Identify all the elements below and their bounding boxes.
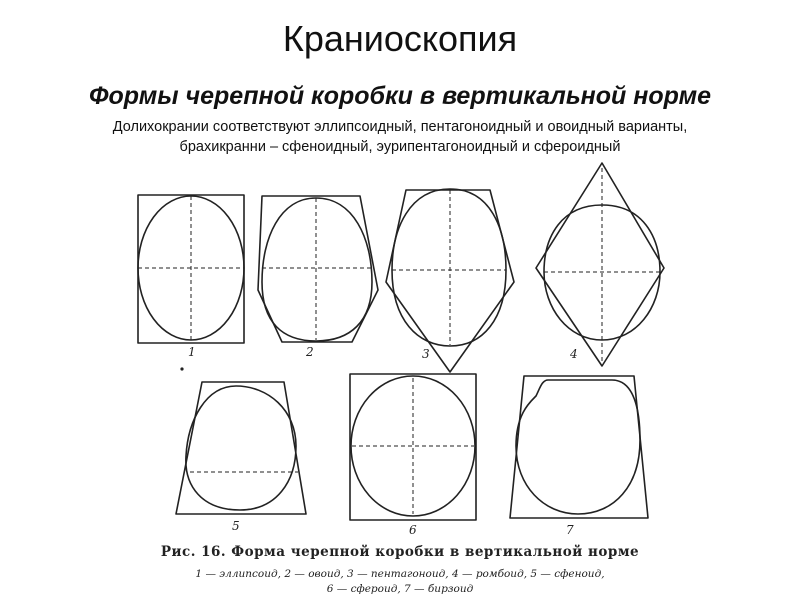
slide-subtitle: Формы черепной коробки в вертикальной норме: [89, 82, 711, 110]
scan-dot: [180, 367, 183, 370]
shape-7-contour: [516, 380, 640, 514]
figure-legend-line-1: 1 — эллипсоид, 2 — овоид, 3 — пентагоноид, 4 — ромбоид, 5 — сфеноид,: [195, 568, 605, 580]
figure-legend-line-2: 6 — сфероид, 7 — бирзоид: [326, 583, 474, 595]
shape-byrsoid: [510, 376, 648, 537]
shape-7-label: 7: [566, 523, 574, 537]
shape-4-label: 4: [570, 347, 578, 361]
shape-sphenoid: [176, 382, 306, 533]
shape-7-outline: [510, 376, 648, 518]
shape-spheroid: [350, 374, 476, 537]
shape-4-outline: [536, 163, 664, 366]
shape-3-label: 3: [422, 347, 430, 361]
shape-5-contour: [186, 386, 296, 510]
shape-5-label: 5: [232, 519, 240, 533]
figure-caption: Рис. 16. Форма черепной коробки в вертикальной норме: [160, 544, 640, 560]
shape-rhomboid: [536, 163, 664, 366]
shape-5-outline: [176, 382, 306, 514]
shape-2-contour: [262, 198, 372, 341]
shape-2-label: 2: [306, 345, 314, 359]
shape-1-label: 1: [188, 345, 196, 359]
shape-ovoid: [258, 196, 378, 359]
shape-2-outline: [258, 196, 378, 342]
slide-title: Краниоскопия: [282, 18, 518, 59]
shape-3-contour: [392, 189, 506, 346]
description-line-1: Долихокрании соответствуют эллипсоидный, пентагоноидный и овоидный варианты,: [112, 119, 688, 135]
description-line-2: брахикранни – сфеноидный, эурипентагоноидный и сфероидный: [179, 139, 621, 155]
shape-ellipsoid: [138, 195, 244, 359]
shape-6-label: 6: [409, 523, 417, 537]
shape-pentagonoid: [386, 189, 514, 372]
